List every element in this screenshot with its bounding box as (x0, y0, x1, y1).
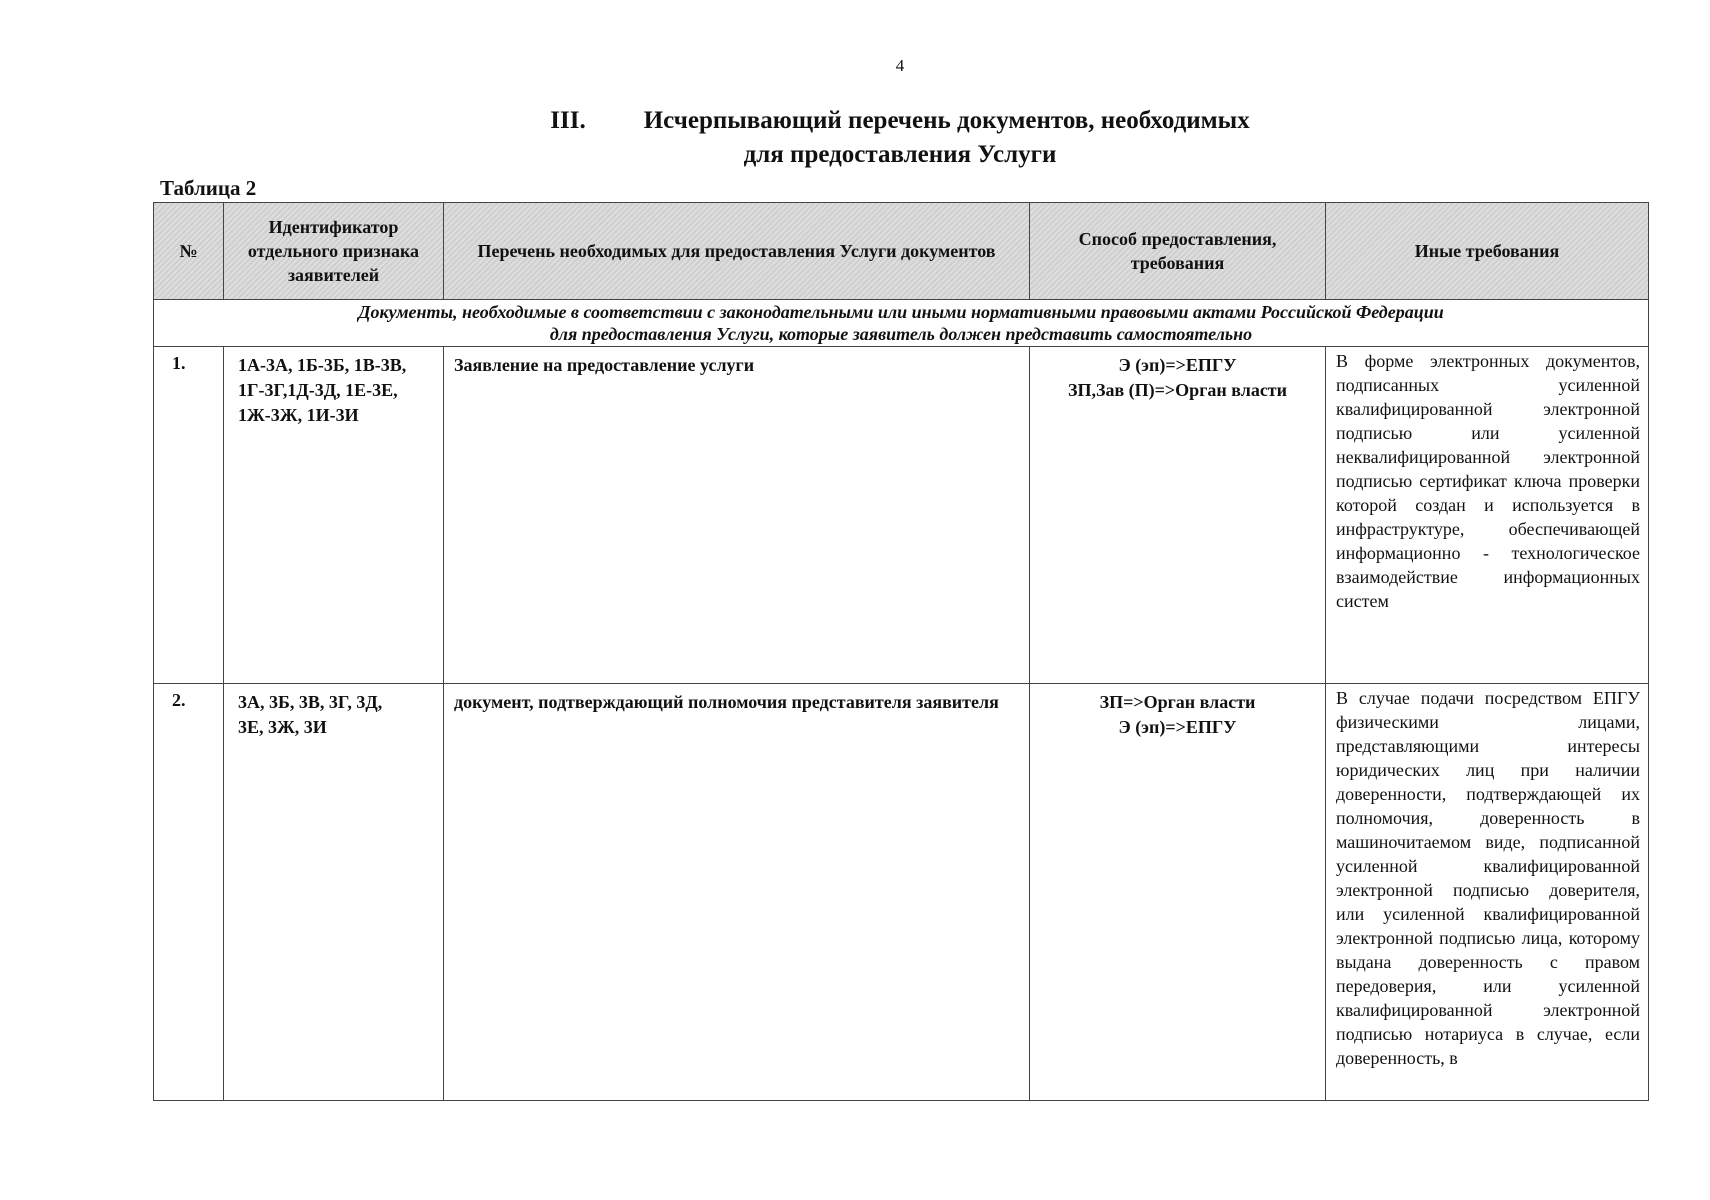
header-applicant-id: Идентификатор отдельного признака заявителей (224, 203, 444, 300)
group-row (154, 300, 1649, 347)
row-document: Заявление на предоставление услуги (444, 347, 1030, 684)
row-requirements: В случае подачи посредством ЕПГУ физическими лицами, представляющими интересы юридических лиц при наличии доверенности, подтверждающей их полномочия, доверенность в машиночитаемом виде, подписанной усиленной квалифицированной электронной подписью доверителя, или усиленной квалифицированной электронной подписью лица, которому выдана доверенность с правом передоверия, или усиленной квалифицированной электронной подписью нотариуса в случае, если доверенность, в (1326, 684, 1649, 1101)
documents-table (153, 202, 1649, 1101)
row-requirements: В форме электронных документов, подписанных усиленной квалифицированной электронной подписью или усиленной неквалифицированной электронной подписью сертификат ключа проверки которой создан и используется в инфраструктуре, обеспечивающей информационно - технологическое взаимодействие информационных систем (1326, 347, 1649, 684)
section-title (0, 104, 1710, 172)
row-method (1030, 684, 1326, 1101)
row-applicant-ids (224, 684, 444, 1101)
page-number: 4 (895, 56, 905, 75)
row-document: документ, подтверждающий полномочия представителя заявителя (444, 684, 1030, 1101)
method-line: Э (эп)=>ЕПГУ (1118, 355, 1237, 375)
applicant-ids-line: 1Г-3Г,1Д-3Д, 1Е-3Е, (238, 380, 398, 400)
row-number: 1. (154, 347, 224, 684)
row-method (1030, 347, 1326, 684)
table-row (154, 684, 1649, 1101)
method-line: ЗП=>Орган власти (1099, 692, 1256, 712)
method-line: Э (эп)=>ЕПГУ (1118, 717, 1237, 737)
row-number: 2. (154, 684, 224, 1101)
applicant-ids-line: 3Е, 3Ж, 3И (238, 717, 327, 737)
section-title-line2: для предоставления Услуги (743, 141, 1057, 168)
header-number: № (154, 203, 224, 300)
section-title-text: Исчерпывающий перечень документов, необходимых (643, 107, 1250, 134)
applicant-ids-line: 1А-3А, 1Б-3Б, 1В-3В, (238, 355, 407, 375)
header-other-requirements: Иные требования (1326, 203, 1649, 300)
group-title-line2: для предоставления Услуги, которые заявитель должен представить самостоятельно (549, 324, 1253, 344)
applicant-ids-line: 1Ж-3Ж, 1И-3И (238, 405, 359, 425)
applicant-ids-line: 3А, 3Б, 3В, 3Г, 3Д, (238, 692, 383, 712)
group-title-line1: Документы, необходимые в соответствии с законодательными или иными нормативными правовыми актами Российской Федерации (358, 302, 1444, 322)
section-title-line1 (0, 104, 1710, 138)
method-line: ЗП,Зав (П)=>Орган власти (1067, 380, 1288, 400)
table-caption: Таблица 2 (160, 176, 257, 200)
table-row (154, 347, 1649, 684)
group-title (154, 300, 1649, 347)
header-document-list: Перечень необходимых для предоставления Услуги документов (444, 203, 1030, 300)
row-applicant-ids (224, 347, 444, 684)
table-header-row (154, 203, 1649, 300)
section-roman-numeral: III. (550, 107, 586, 134)
header-submission-method: Способ предоставления, требования (1030, 203, 1326, 300)
